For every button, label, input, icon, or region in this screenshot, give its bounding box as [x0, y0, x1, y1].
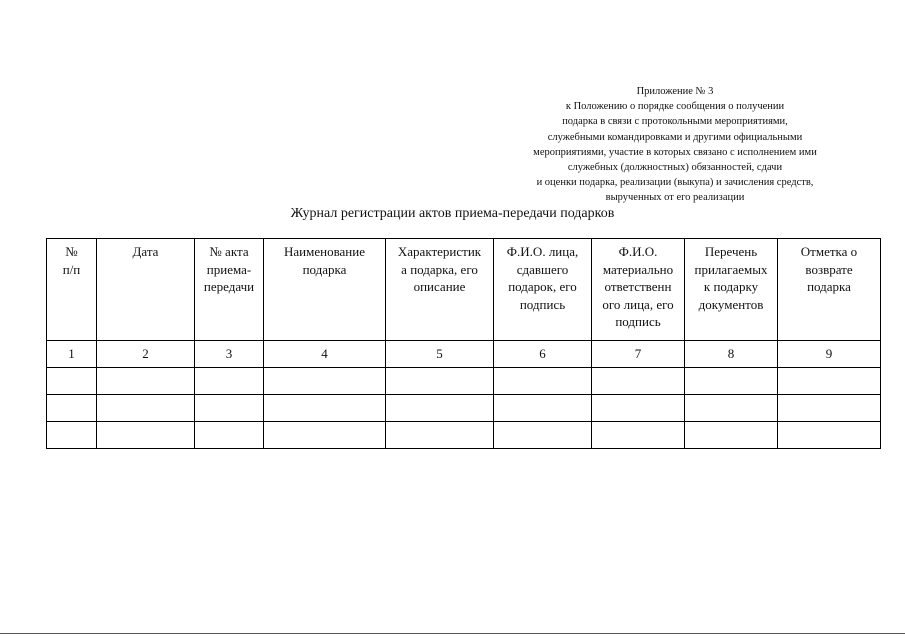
empty-row [47, 368, 881, 395]
empty-cell[interactable] [97, 368, 195, 395]
header-cell [264, 239, 386, 341]
empty-cell[interactable] [47, 368, 97, 395]
appendix-line: и оценки подарка, реализации (выкупа) и зачисления средств, [536, 177, 814, 189]
empty-cell[interactable] [494, 368, 592, 395]
header-cell [97, 239, 195, 341]
header-cell [386, 239, 494, 341]
column-number: 5 [386, 341, 494, 368]
header-label: Ф.И.О. материально ответственн ого лица, его подпись [602, 244, 674, 329]
empty-cell[interactable] [778, 395, 881, 422]
empty-cell[interactable] [195, 368, 264, 395]
empty-cell[interactable] [592, 395, 685, 422]
header-label: Ф.И.О. лица, сдавшего подарок, его подпись [506, 244, 579, 312]
column-number: 1 [47, 341, 97, 368]
empty-cell[interactable] [195, 395, 264, 422]
header-label: № акта приема- передачи [203, 244, 255, 294]
empty-cell[interactable] [97, 422, 195, 449]
empty-cell[interactable] [386, 395, 494, 422]
empty-row [47, 422, 881, 449]
header-cell [685, 239, 778, 341]
column-number: 7 [592, 341, 685, 368]
header-cell [494, 239, 592, 341]
appendix-note [510, 84, 840, 206]
appendix-line: вырученных от его реализации [605, 192, 745, 204]
empty-cell[interactable] [97, 395, 195, 422]
appendix-line: Приложение № 3 [636, 86, 714, 97]
empty-cell[interactable] [264, 368, 386, 395]
header-label: Наименование подарка [284, 244, 365, 277]
empty-cell[interactable] [778, 422, 881, 449]
column-number: 8 [685, 341, 778, 368]
empty-cell[interactable] [685, 395, 778, 422]
empty-cell[interactable] [685, 422, 778, 449]
column-number: 9 [778, 341, 881, 368]
empty-cell[interactable] [685, 368, 778, 395]
appendix-line: мероприятиями, участие в которых связано с исполнением ими [533, 146, 817, 158]
header-label: № п/п [62, 244, 81, 277]
header-label: Перечень прилагаемых к подарку документов [694, 244, 768, 312]
journal-table [46, 238, 881, 449]
header-label: Характеристик а подарка, его описание [397, 244, 482, 294]
column-number: 4 [264, 341, 386, 368]
column-number: 2 [97, 341, 195, 368]
header-label: Отметка о возврате подарка [800, 244, 858, 294]
column-number: 3 [195, 341, 264, 368]
appendix-line: подарка в связи с протокольными мероприятиями, [562, 116, 788, 128]
header-cell [47, 239, 97, 341]
empty-cell[interactable] [47, 395, 97, 422]
header-cell [592, 239, 685, 341]
column-number: 6 [494, 341, 592, 368]
header-row [47, 239, 881, 341]
empty-cell[interactable] [592, 368, 685, 395]
header-label: Дата [132, 244, 159, 259]
empty-cell[interactable] [494, 395, 592, 422]
empty-row [47, 395, 881, 422]
page-edge-line [0, 633, 905, 634]
number-row [47, 341, 881, 368]
empty-cell[interactable] [778, 368, 881, 395]
empty-cell[interactable] [386, 422, 494, 449]
empty-cell[interactable] [47, 422, 97, 449]
empty-cell[interactable] [195, 422, 264, 449]
empty-cell[interactable] [494, 422, 592, 449]
appendix-line: служебных (должностных) обязанностей, сдачи [567, 162, 783, 174]
empty-cell[interactable] [592, 422, 685, 449]
header-cell [778, 239, 881, 341]
appendix-line: служебными командировками и другими официальными [547, 131, 803, 143]
appendix-line: к Положению о порядке сообщения о получении [565, 101, 785, 113]
header-cell [195, 239, 264, 341]
empty-cell[interactable] [264, 422, 386, 449]
journal-title: Журнал регистрации актов приема-передачи подарков [290, 206, 615, 221]
empty-cell[interactable] [386, 368, 494, 395]
empty-cell[interactable] [264, 395, 386, 422]
